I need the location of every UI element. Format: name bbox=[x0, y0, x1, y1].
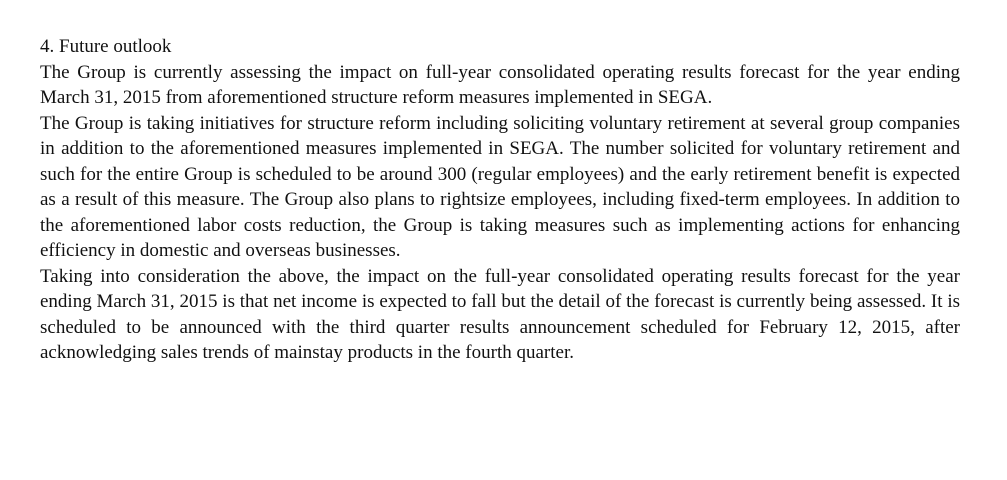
paragraph-impact-assessment: The Group is currently assessing the impact on full-year consolidated operating results forecast for the year ending March 31, 2015 from aforementioned structure reform measures implemented in SEGA. bbox=[40, 61, 960, 108]
document-section bbox=[40, 34, 960, 366]
paragraph-structure-reform: The Group is taking initiatives for structure reform including soliciting voluntary retirement at several group companies in addition to the aforementioned measures implemented in SEGA. The number solicited for voluntary retirement and such for the entire Group is scheduled to be around 300 (regular employees) and the early retirement benefit is expected as a result of this measure. The Group also plans to rightsize employees, including fixed-term employees. In addition to the aforementioned labor costs reduction, the Group is taking measures such as implementing actions for enhancing efficiency in domestic and overseas businesses. bbox=[40, 112, 960, 261]
paragraph-forecast-outlook: Taking into consideration the above, the impact on the full-year consolidated operating results forecast for the year ending March 31, 2015 is that net income is expected to fall but the detail of the forecast is currently being assessed. It is scheduled to be announced with the third quarter results announcement scheduled for February 12, 2015, after acknowledging sales trends of mainstay products in the fourth quarter. bbox=[40, 265, 960, 363]
section-title: 4. Future outlook bbox=[40, 36, 172, 57]
